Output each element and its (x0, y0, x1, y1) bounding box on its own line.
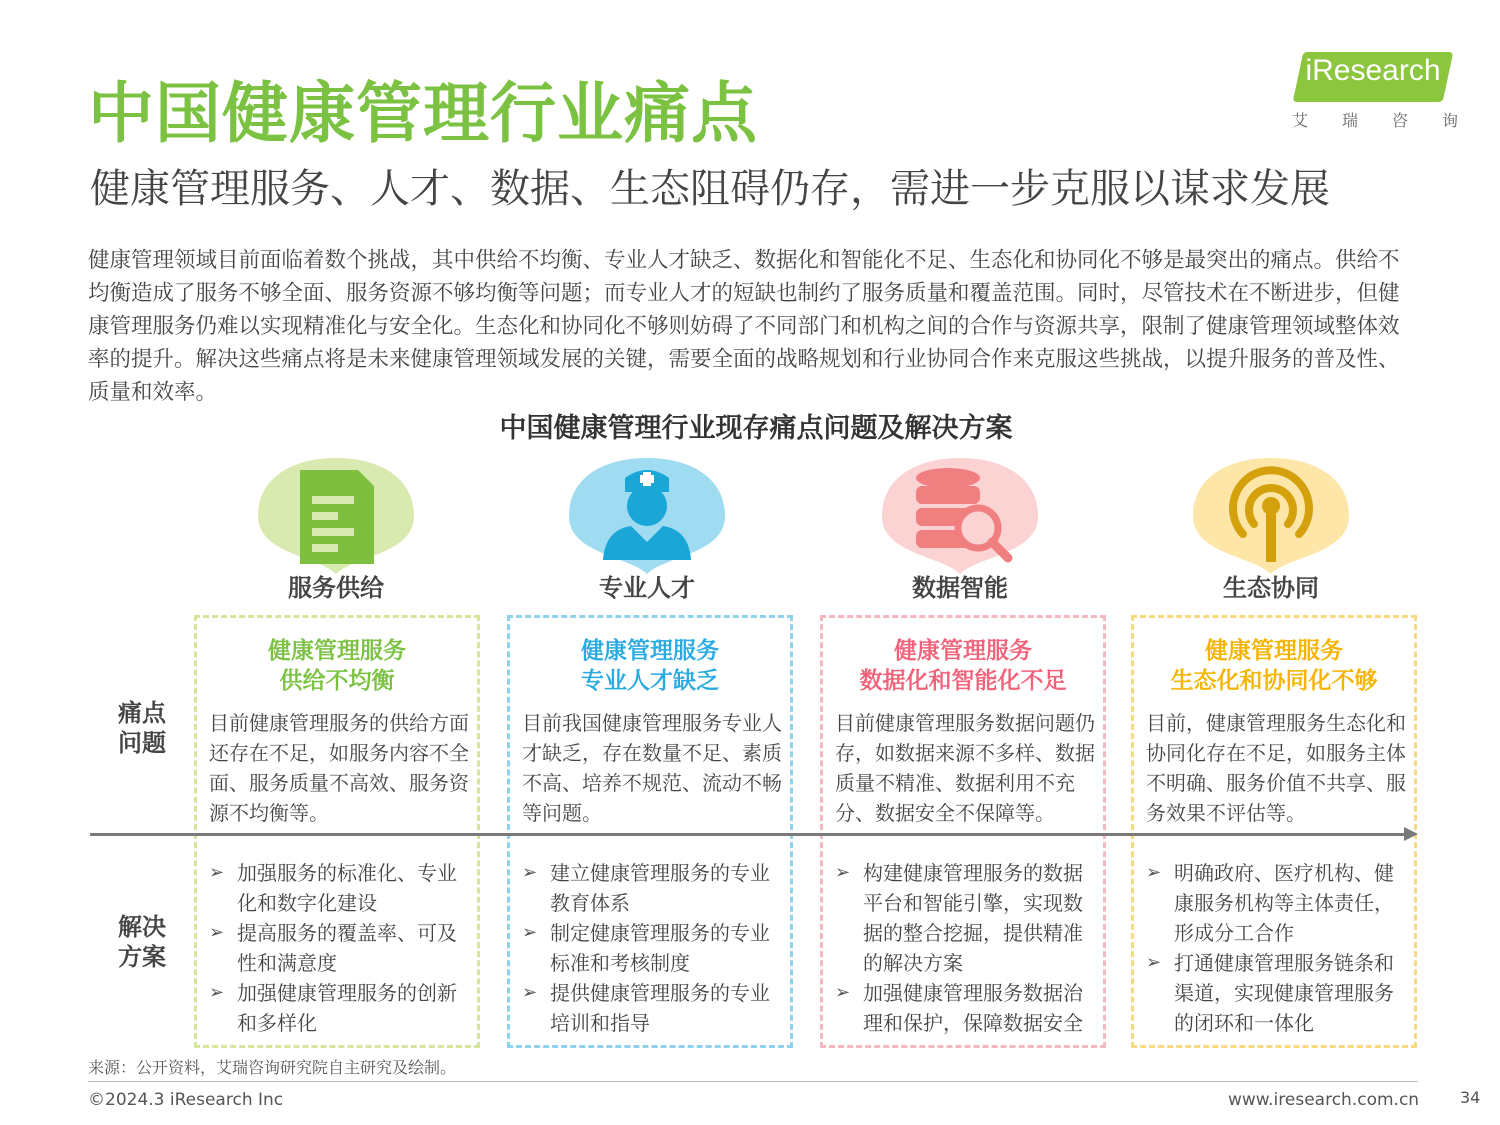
card-title-line: 健康管理服务 (894, 638, 1032, 664)
pin-shape (256, 456, 416, 576)
solution-item (835, 858, 1099, 978)
arrow-bullet-icon: ➢ (522, 862, 538, 883)
logo-sub-char: 艾 (1292, 111, 1309, 130)
card-title-line: 供给不均衡 (279, 668, 395, 694)
card-professional-talent (507, 615, 793, 1048)
pin-ecosystem-collaboration (1191, 456, 1351, 636)
card-service-supply (194, 615, 480, 1048)
page-number: 34 (1460, 1088, 1481, 1107)
solution-list (209, 858, 473, 1038)
divider-arrow-icon (1404, 827, 1418, 841)
card-data-intelligence (820, 615, 1106, 1048)
solution-list (835, 858, 1099, 1038)
arrow-bullet-icon: ➢ (209, 922, 225, 943)
solution-text: 加强服务的标准化、专业化和数字化建设 (237, 861, 457, 915)
solution-item (522, 978, 786, 1038)
row-label-solution (110, 912, 174, 972)
page-title: 中国健康管理行业痛点 (88, 75, 758, 152)
document-icon (300, 470, 374, 564)
source-note: 来源：公开资料，艾瑞咨询研究院自主研究及绘制。 (88, 1058, 457, 1077)
pin-label: 数据智能 (912, 574, 1008, 602)
card-title (197, 636, 477, 696)
arrow-bullet-icon: ➢ (522, 982, 538, 1003)
pin-label: 服务供给 (288, 574, 384, 602)
solution-text: 提高服务的覆盖率、可及性和满意度 (237, 921, 457, 975)
card-title (823, 636, 1103, 696)
diagram-title: 中国健康管理行业现存痛点问题及解决方案 (499, 413, 1013, 444)
solution-text: 建立健康管理服务的专业教育体系 (550, 861, 770, 915)
page-subtitle: 健康管理服务、人才、数据、生态阻碍仍存，需进一步克服以谋求发展 (90, 166, 1330, 212)
solution-text: 加强健康管理服务数据治理和保护，保障数据安全 (863, 981, 1083, 1035)
solution-item (522, 918, 786, 978)
card-title-line: 数据化和智能化不足 (859, 668, 1067, 694)
row-label-text: 痛点 问题 (118, 699, 166, 757)
arrow-bullet-icon: ➢ (835, 982, 851, 1003)
card-ecosystem-collaboration (1131, 615, 1417, 1048)
pin-shape (880, 456, 1040, 576)
solution-text: 制定健康管理服务的专业标准和考核制度 (550, 921, 770, 975)
pin-professional-talent (567, 456, 727, 636)
solution-item (209, 978, 473, 1038)
card-title-line: 健康管理服务 (1205, 638, 1343, 664)
solution-item (209, 858, 473, 918)
pin-shape (567, 456, 727, 576)
footer-divider (88, 1081, 1418, 1082)
solution-text: 提供健康管理服务的专业培训和指导 (550, 981, 770, 1035)
solution-text: 打通健康管理服务链条和渠道，实现健康管理服务的闭环和一体化 (1174, 951, 1394, 1035)
card-title (510, 636, 790, 696)
arrow-bullet-icon: ➢ (209, 982, 225, 1003)
pin-label: 专业人才 (599, 574, 695, 602)
pin-shape (1191, 456, 1351, 576)
card-title-line: 健康管理服务 (581, 638, 719, 664)
logo-sub-char: 询 (1441, 111, 1458, 130)
solution-item (522, 858, 786, 918)
solution-list (522, 858, 786, 1038)
card-problem-text: 目前我国健康管理服务专业人才缺乏，存在数量不足、素质不高、培养不规范、流动不畅等问题。 (522, 711, 782, 825)
logo-sub-char: 瑞 (1341, 111, 1358, 130)
pin-service-supply (256, 456, 416, 636)
row-label-problem (110, 698, 174, 758)
solution-text: 构建健康管理服务的数据平台和智能引擎，实现数据的整合挖掘，提供精准的解决方案 (863, 861, 1083, 975)
solution-item (1146, 858, 1410, 948)
arrow-bullet-icon: ➢ (209, 862, 225, 883)
card-title (1134, 636, 1414, 696)
arrow-bullet-icon: ➢ (522, 922, 538, 943)
solution-text: 明确政府、医疗机构、健康服务机构等主体责任，形成分工合作 (1174, 861, 1394, 945)
arrow-bullet-icon: ➢ (1146, 862, 1162, 883)
card-title-line: 专业人才缺乏 (581, 668, 719, 694)
website-link[interactable]: www.iresearch.com.cn (1228, 1090, 1420, 1110)
card-title-line: 生态化和协同化不够 (1170, 668, 1378, 694)
logo-subtitle (1292, 108, 1458, 131)
row-label-text: 解决 方案 (118, 913, 166, 971)
solution-list (1146, 858, 1410, 1038)
solution-item (209, 918, 473, 978)
arrow-bullet-icon: ➢ (1146, 952, 1162, 973)
card-problem-text: 目前健康管理服务的供给方面还存在不足，如服务内容不全面、服务质量不高效、服务资源不均衡等。 (209, 711, 469, 825)
iresearch-logo (1288, 50, 1458, 130)
card-problem-text: 目前健康管理服务数据问题仍存，如数据来源不多样、数据质量不精准、数据利用不充分、数据安全不保障等。 (835, 711, 1095, 825)
intro-paragraph: 健康管理领域目前面临着数个挑战，其中供给不均衡、专业人才缺乏、数据化和智能化不足、生态化和协同化不够是最突出的痛点。供给不均衡造成了服务不够全面、服务资源不够均衡等问题；而专业人才的短缺也制约了服务质量和覆盖范围。同时，尽管技术在不断进步，但健康管理服务仍难以实现精准化与安全化。生态化和协同化不够则妨碍了不同部门和机构之间的合作与资源共享，限制了健康管理领域整体效率的提升。解决这些痛点将是未来健康管理领域发展的关键，需要全面的战略规划和行业协同合作来克服这些挑战，以提升服务的普及性、质量和效率。 (88, 248, 1400, 405)
solution-text: 加强健康管理服务的创新和多样化 (237, 981, 457, 1035)
copyright: ©2024.3 iResearch Inc (88, 1090, 284, 1110)
pin-label: 生态协同 (1223, 574, 1319, 602)
logo-sub-char: 咨 (1391, 111, 1408, 130)
timeline-divider (90, 833, 1410, 836)
card-problem-text: 目前，健康管理服务生态化和协同化存在不足，如服务主体不明确、服务价值不共享、服务效果不评估等。 (1146, 711, 1406, 825)
solution-item (1146, 948, 1410, 1038)
logo-brand: iResearch (1305, 54, 1441, 87)
card-title-line: 健康管理服务 (268, 638, 406, 664)
arrow-bullet-icon: ➢ (835, 862, 851, 883)
pin-data-intelligence (880, 456, 1040, 636)
solution-item (835, 978, 1099, 1038)
